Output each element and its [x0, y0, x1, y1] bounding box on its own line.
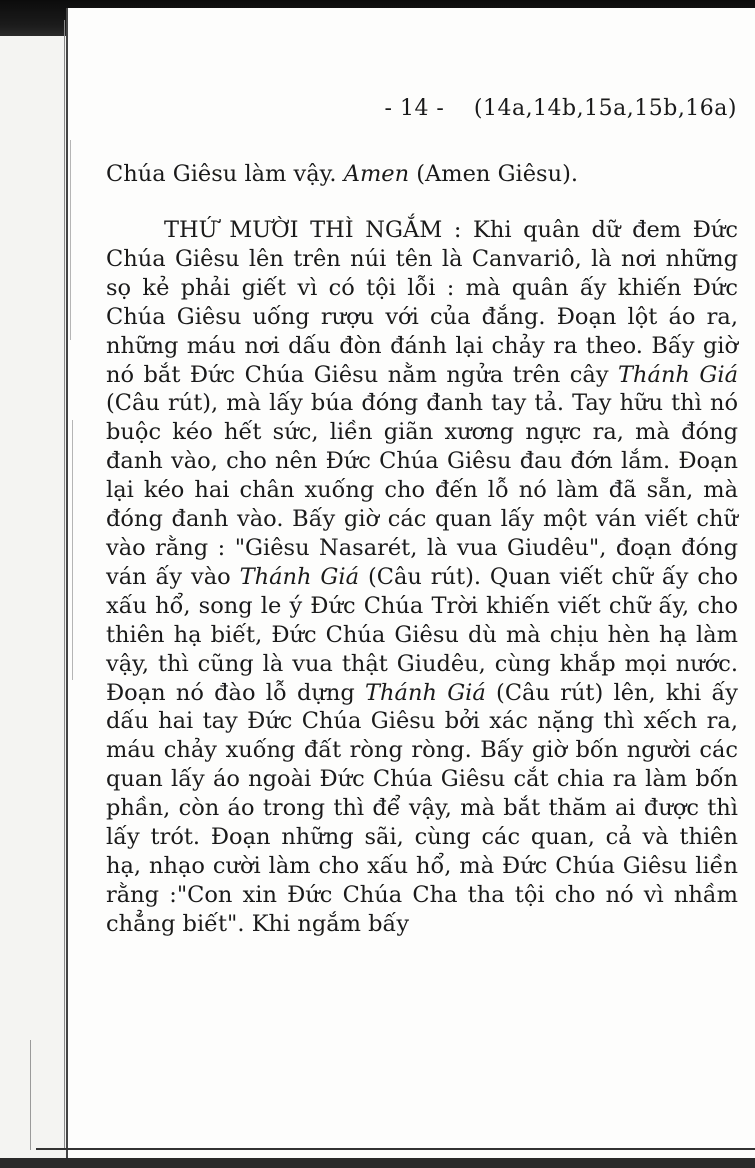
bottom-rule [36, 1148, 755, 1150]
amen-italic: Amen [343, 161, 410, 187]
opening-text-end: (Amen Giêsu). [409, 161, 579, 187]
paragraph-text: (Câu rút), mà lấy búa đóng đanh tay tả. Tay hữu thì nó buộc kéo hết sức, liền giãn xương ngực ra, mà đóng đanh vào, cho nên Đức Chúa Giêsu đau đớn lắm. Đoạn lại kéo hai chân xuống cho đến lỗ nó làm đã sẵn, mà đóng đanh vào. Bấy giờ các quan lấy một ván viết chữ vào rằng : "Giêsu Nasarét, là vua Giudêu", đoạn đóng ván ấy vào [106, 390, 738, 590]
meditation-heading: THỨ MƯỜI THÌ NGẮM [164, 217, 443, 243]
scan-edge-line [72, 420, 73, 680]
thanh-gia-italic: Thánh Giá [365, 679, 486, 706]
paragraph-text: (Câu rút). Quan viết chữ ấy cho xấu hổ, song le ý Đức Chúa Trời khiến viết chữ ấy, cho thiên hạ biết, Đức Chúa Giêsu dù mà chịu hèn hạ làm vậy, thì cũng là vua thật Giudêu, cùng khắp mọi nước. Đoạn nó đào lỗ dựng [106, 563, 739, 706]
scan-left-margin [0, 36, 66, 1160]
scan-edge-line [30, 1040, 31, 1150]
scan-edge-line [70, 140, 71, 340]
meditation-paragraph [106, 216, 738, 939]
page-number: - 14 - [384, 96, 445, 121]
thanh-gia-italic: Thánh Giá [239, 563, 360, 590]
paragraph-text: : Khi quân dữ đem Đức Chúa Giêsu lên trên núi tên là Canvariô, là nơi những sọ kẻ phải giết vì có tội lỗi : mà quân ấy khiến Đức Chúa Giêsu uống rượu với của đắng. Đoạn lột áo ra, những máu nơi dấu đòn đánh lại chảy ra theo. Bấy giờ nó bắt Đức Chúa Giêsu nằm ngửa trên cây [106, 217, 738, 388]
scan-bottom-border [0, 1158, 755, 1168]
thanh-gia-italic: Thánh Giá [618, 361, 738, 388]
opening-text: Chúa Giêsu làm vậy. [106, 161, 344, 187]
paragraph-text: (Câu rút) lên, khi ấy dấu hai tay Đức Chúa Giêsu bởi xác nặng thì xếch ra, máu chảy xuống đất ròng ròng. Bấy giờ bốn người các quan lấy áo ngoài Đức Chúa Giêsu cắt chia ra làm bốn phần, còn áo trong thì để vậy, mà bắt thăm ai được thì lấy trót. Đoạn những sãi, cùng các quan, cả và thiên hạ, nhạo cười làm cho xấu hổ, mà Đức Chúa Giêsu liền rằng :"Con xin Đức Chúa Cha tha tội cho nó vì nhầm chẳng biết". Khi ngắm bấy [106, 679, 738, 937]
opening-line [106, 160, 738, 189]
page-header [385, 96, 737, 121]
folio-references: (14a,14b,15a,15b,16a) [473, 96, 737, 121]
scan-edge-line [64, 20, 65, 1150]
